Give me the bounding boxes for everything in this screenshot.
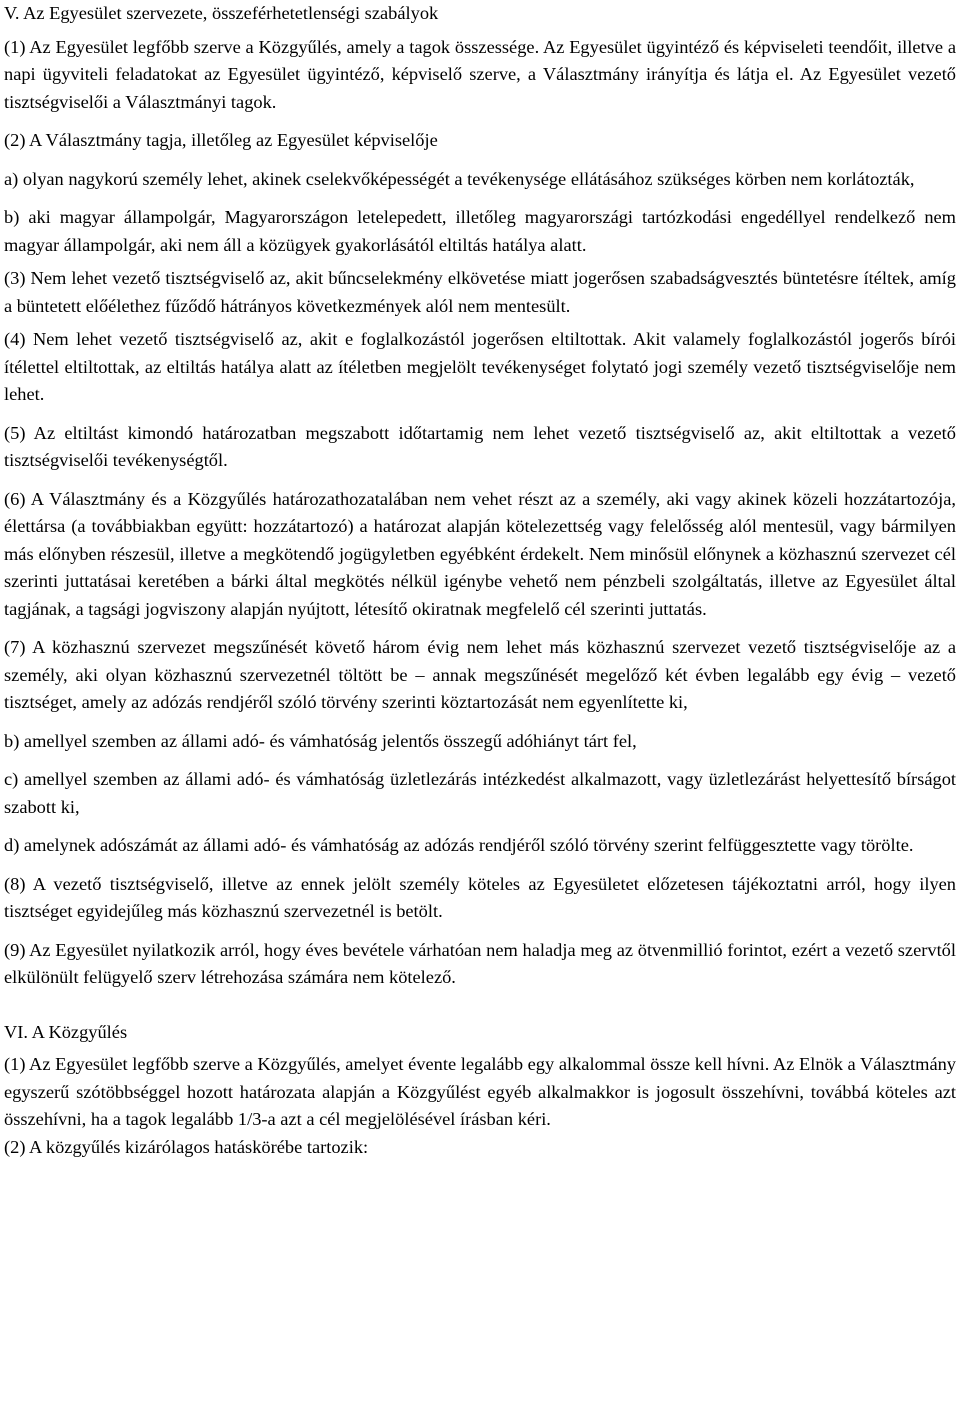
section-6-paragraph-2: (2) A közgyűlés kizárólagos hatáskörébe tartozik: (4, 1136, 369, 1157)
paragraph-1-text: (1) Az Egyesület legfőbb szerve a Közgyűlés, amely a tagok összessége. Az Egyesület ügyintéző és képviseleti teendőit, illetve a napi ügyviteli feladatokat az Egyesület ügyintéző, képviselő szerve, a Választmány irányítja és látja el. (4, 36, 956, 84)
section-5-paragraph-3: (3) Nem lehet vezető tisztségviselő az, akit bűncselekmény elkövetése miatt jogerősen szabadságvesztés büntetésre ítéltek, amíg a büntetett előélethez fűződő hátrányos következmények alól nem mentesült. (4, 268, 956, 316)
section-5-paragraph-8: (8) A vezető tisztségviselő, illetve az ennek jelölt személy köteles az Egyesületet előzetesen tájékoztatni arról, hogy ilyen tisztséget egyidejűleg más közhasznú szervezetnél is betölt. (4, 873, 956, 921)
paragraph-1-board-sentence: Az Egyesület vezető tisztségviselői a Választmányi tagok. (4, 64, 956, 112)
section-5-paragraph-7d: d) amelynek adószámát az állami adó- és vámhatóság az adózás rendjéről szóló törvény szerint felfüggesztette vagy törölte. (4, 835, 914, 855)
section-5-paragraph-1 (4, 34, 956, 117)
section-5-paragraph-2a: a) olyan nagykorú személy lehet, akinek cselekvőképességét a tevékenysége ellátásához szükséges körben nem korlátozták, (4, 168, 915, 189)
section-5-paragraph-2-intro: (2) A Választmány tagja, illetőleg az Egyesület képviselője (4, 130, 438, 150)
section-5-paragraph-9: (9) Az Egyesület nyilatkozik arról, hogy éves bevétele várhatóan nem haladja meg az ötvenmillió forintot, ezért a vezető szervtől elkülönült felügyelő szerv létrehozása számára nem kötelező. (4, 939, 956, 987)
section-5-paragraph-2b: b) aki magyar állampolgár, Magyarországon letelepedett, illetőleg magyarországi tartózkodási engedéllyel rendelkező nem magyar állampolgár, aki nem áll a közügyek gyakorlásától eltiltás hatálya alatt. (4, 207, 956, 255)
section-5-paragraph-7c: c) amellyel szemben az állami adó- és vámhatóság üzletlezárás intézkedést alkalmazott, vagy üzletlezárást helyettesítő bírságot szabott ki, (4, 769, 956, 817)
section-6-heading: VI. A Közgyűlés (4, 1021, 128, 1042)
section-5-paragraph-6: (6) A Választmány és a Közgyűlés határozathozatalában nem vehet részt az a személy, aki vagy akinek közeli hozzátartozója, élettársa (a továbbiakban együtt: hozzátartozó) a határozat alapján kötelezettség vagy felelősség alól mentesül, vagy bármilyen más előnyben részesül, illetve a megkötendő jogügyletben egyébként érdekelt. Nem minősül előnynek a közhasznú szervezet cél szerinti juttatásai keretében a bárki által megkötés nélkül igénybe vehető nem pénzbeli szolgáltatás, illetve az Egyesület által tagjának, a tagsági jogviszony alapján nyújtott, létesítő okiratnak megfelelő cél szerinti juttatás. (4, 488, 956, 619)
section-5-heading: V. Az Egyesület szervezete, összeférhetetlenségi szabályok (4, 3, 439, 23)
section-5-paragraph-7: (7) A közhasznú szervezet megszűnését követő három évig nem lehet más közhasznú szervezet vezető tisztségviselője az a személy, aki olyan közhasznú szervezetnél töltött be – annak megszűnését megelőző két évben legalább egy évig – vezető tisztséget, amely az adózás rendjéről szóló törvény szerinti köztartozását nem egyenlítette ki, (4, 637, 956, 712)
section-5-paragraph-5: (5) Az eltiltást kimondó határozatban megszabott időtartamig nem lehet vezető tisztségviselő az, akit eltiltottak a vezető tisztségviselői tevékenységtől. (4, 422, 956, 470)
section-5-paragraph-4: (4) Nem lehet vezető tisztségviselő az, akit e foglalkozástól jogerősen eltiltottak. Akit valamely foglalkozástól jogerős bírói ítélettel eltiltottak, az eltiltás hatálya alatt az ítéletben megjelölt tevékenységet folytató jogi személy vezető tisztségviselője nem lehet. (4, 329, 956, 404)
section-5-paragraph-7b: b) amellyel szemben az állami adó- és vámhatóság jelentős összegű adóhiányt tárt fel, (4, 730, 637, 751)
document-page (4, 0, 956, 1161)
section-6-paragraph-1: (1) Az Egyesület legfőbb szerve a Közgyűlés, amelyet évente legalább egy alkalommal össze kell hívni. Az Elnök a Választmány egyszerű szótöbbséggel hozott határozata alapján a Közgyűlést egyéb alkalmakkor is jogosult összehívni, továbbá köteles azt összehívni, ha a tagok legalább 1/3-a azt a cél megjelölésével írásban kéri. (4, 1054, 956, 1129)
